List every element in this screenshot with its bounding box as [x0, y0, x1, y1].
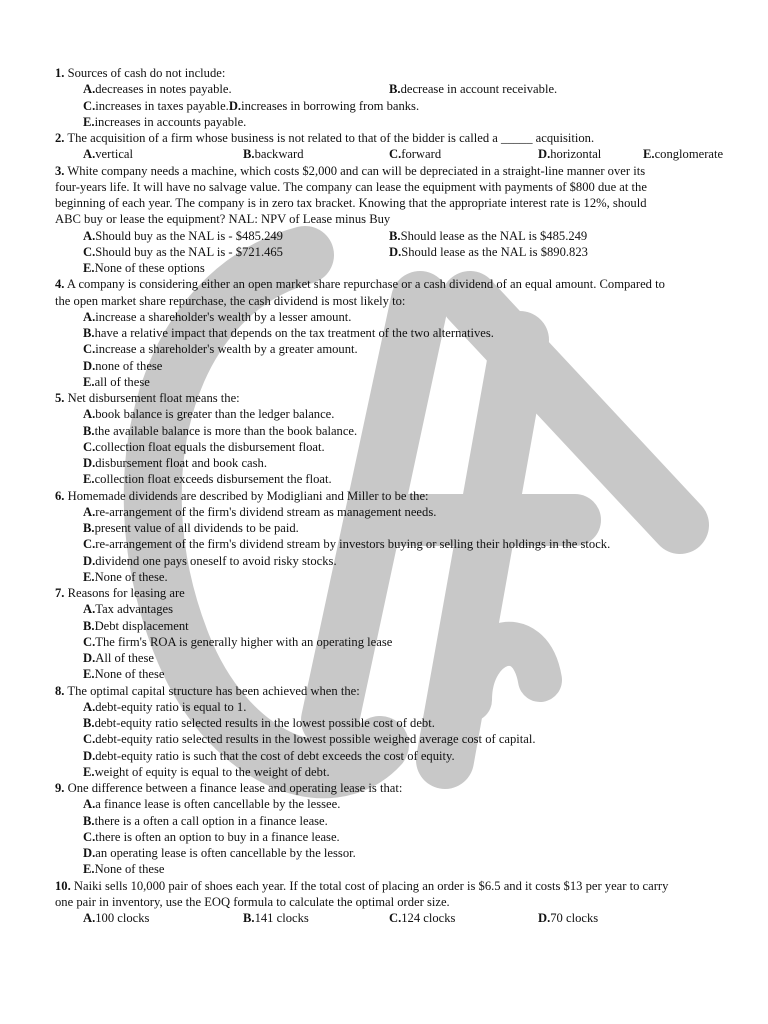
option-letter: D.	[83, 358, 96, 373]
option-letter: B.	[83, 813, 95, 828]
option-letter: D.	[83, 846, 96, 860]
option-text: The firm's ROA is generally higher with an operating lease	[95, 634, 393, 649]
question-stem-text: Reasons for leasing are	[64, 586, 185, 600]
question-stem-text: beginning of each year. The company is in zero tax bracket. Knowing that the appropriate interest rate is 12%, should	[55, 196, 647, 210]
question-stem	[55, 65, 735, 81]
question-stem-text: One difference between a finance lease and operating lease is that:	[64, 781, 403, 795]
question-stem-text: A company is considering either an open market share repurchase or a cash dividend of an equal amount. Compared to	[64, 277, 665, 292]
answer-option-b[interactable]	[389, 81, 557, 97]
option-row	[83, 374, 735, 390]
answer-option-d[interactable]	[83, 651, 154, 665]
answer-options	[83, 228, 735, 277]
option-row	[83, 309, 735, 325]
answer-option-e[interactable]	[643, 146, 724, 162]
question-stem-line	[55, 276, 735, 292]
option-text: have a relative impact that depends on the tax treatment of the two alternatives.	[94, 326, 494, 340]
option-row	[83, 699, 735, 715]
question-number: 8.	[55, 683, 65, 698]
option-row	[83, 504, 735, 520]
question-stem	[55, 683, 735, 699]
option-letter: B.	[83, 618, 95, 633]
question-number: 7.	[55, 586, 65, 600]
question-stem-text: Sources of cash do not include:	[64, 66, 226, 80]
option-text: Debt displacement	[94, 618, 189, 633]
option-letter: B.	[389, 82, 401, 97]
option-row	[83, 146, 735, 162]
option-text: an operating lease is often cancellable by the lessor.	[95, 846, 356, 860]
option-row	[83, 358, 735, 374]
option-row	[83, 796, 735, 812]
answer-option-a[interactable]	[83, 228, 283, 244]
answer-option-e[interactable]	[83, 667, 165, 681]
question-stem-line	[55, 163, 735, 179]
answer-option-d[interactable]	[83, 456, 267, 470]
answer-option-c[interactable]	[389, 146, 442, 162]
option-row	[83, 650, 735, 666]
answer-option-c[interactable]	[83, 244, 283, 260]
question-stem-text: White company needs a machine, which costs $2,000 and can will be depreciated in a straight-line manner over its	[64, 163, 646, 178]
question-stem-text: ABC buy or lease the equipment? NAL: NPV of Lease minus Buy	[55, 212, 391, 227]
option-row	[83, 910, 735, 926]
answer-option-a[interactable]	[83, 505, 436, 519]
answer-option-c[interactable]	[83, 830, 340, 844]
option-row	[83, 618, 735, 634]
option-letter: E.	[83, 764, 95, 779]
option-letter: C.	[83, 732, 96, 747]
option-letter: E.	[83, 114, 95, 129]
option-text: increases in accounts payable.	[94, 114, 247, 129]
option-letter: A.	[83, 911, 96, 925]
answer-option-c[interactable]	[83, 732, 536, 746]
option-row	[83, 553, 735, 569]
option-letter: A.	[83, 147, 96, 162]
option-text: None of these	[94, 862, 165, 877]
option-text: the available balance is more than the book balance.	[94, 423, 358, 438]
option-text: none of these	[95, 358, 163, 373]
option-text: all of these	[94, 374, 150, 389]
option-letter: A.	[83, 228, 96, 243]
option-letter: E.	[83, 862, 95, 877]
answer-option-a[interactable]	[83, 81, 232, 97]
question-number: 10.	[55, 878, 71, 893]
option-text: Should buy as the NAL is - $721.465	[95, 244, 283, 259]
option-text: 100 clocks	[95, 911, 150, 925]
option-letter: B.	[83, 716, 95, 730]
option-text: backward	[254, 147, 304, 162]
question-number: 4.	[55, 277, 65, 292]
question-number: 6.	[55, 488, 65, 503]
option-letter: B.	[83, 521, 95, 535]
answer-option-e[interactable]	[83, 862, 165, 876]
option-row	[83, 423, 735, 439]
question-stem-line	[55, 195, 735, 211]
question-stem-text: Homemade dividends are described by Modigliani and Miller to be the:	[64, 488, 429, 503]
question-number: 3.	[55, 163, 65, 178]
option-text: forward	[401, 147, 442, 162]
answer-options	[83, 699, 735, 780]
option-text: 70 clocks	[550, 911, 599, 925]
option-row	[83, 536, 735, 552]
question-3	[55, 163, 735, 277]
option-text: debt-equity ratio is equal to 1.	[95, 699, 247, 714]
question-stem-line	[55, 211, 735, 227]
answer-option-c[interactable]	[83, 537, 610, 551]
option-text: horizontal	[550, 147, 602, 162]
option-text: re-arrangement of the firm's dividend stream as management needs.	[95, 504, 437, 519]
option-row	[83, 81, 735, 97]
option-letter: E.	[83, 569, 95, 584]
answer-option-b[interactable]	[243, 910, 309, 926]
answer-option-a[interactable]	[83, 602, 173, 616]
answer-option-a[interactable]	[83, 797, 340, 811]
answer-option-e[interactable]	[83, 375, 150, 389]
option-letter: C.	[389, 147, 402, 162]
option-letter: E.	[83, 261, 95, 275]
answer-option-d[interactable]	[229, 99, 419, 113]
option-row	[83, 731, 735, 747]
option-letter: C.	[389, 911, 402, 925]
option-text: collection float equals the disbursement float.	[95, 439, 325, 454]
option-text: None of these.	[94, 569, 168, 584]
answer-option-b[interactable]	[83, 424, 357, 438]
option-text: None of these options	[94, 261, 205, 275]
answer-option-b[interactable]	[83, 716, 435, 730]
question-stem-text: The acquisition of a firm whose business is not related to that of the bidder is called a _____ acquisition.	[64, 131, 595, 145]
answer-option-e[interactable]	[83, 115, 246, 129]
option-row	[83, 569, 735, 585]
option-text: All of these	[95, 651, 155, 665]
option-row	[83, 228, 735, 244]
option-text: a finance lease is often cancellable by the lessee.	[95, 797, 341, 812]
answer-option-e[interactable]	[83, 570, 168, 584]
option-row	[83, 634, 735, 650]
option-row	[83, 715, 735, 731]
question-stem-text: Naiki sells 10,000 pair of shoes each year. If the total cost of placing an order is $6.5 and it costs $13 per year to carry	[70, 878, 669, 893]
question-stem	[55, 780, 735, 796]
option-letter: D.	[83, 651, 96, 665]
option-text: Tax advantages	[95, 602, 174, 617]
option-text: there is often an option to buy in a finance lease.	[95, 829, 340, 844]
answer-options	[83, 601, 735, 682]
option-row	[83, 98, 735, 114]
option-letter: A.	[83, 602, 96, 617]
answer-option-a[interactable]	[83, 910, 150, 926]
option-text: weight of equity is equal to the weight of debt.	[94, 764, 330, 779]
option-letter: E.	[83, 374, 95, 389]
answer-option-a[interactable]	[83, 310, 351, 324]
question-stem-text: the open market share repurchase, the cash dividend is most likely to:	[55, 293, 406, 308]
option-letter: C.	[83, 439, 96, 454]
question-6	[55, 488, 735, 586]
option-text: re-arrangement of the firm's dividend stream by investors buying or selling their holdings in the stock.	[95, 537, 611, 552]
option-row	[83, 406, 735, 422]
question-stem	[55, 130, 735, 146]
option-text: there is a often a call option in a finance lease.	[94, 813, 328, 828]
option-letter: A.	[83, 309, 96, 324]
answer-options	[83, 796, 735, 877]
option-letter: E.	[643, 147, 655, 162]
option-row	[83, 455, 735, 471]
option-row	[83, 845, 735, 861]
question-number: 9.	[55, 781, 65, 795]
option-letter: D.	[538, 911, 551, 925]
answer-option-c[interactable]	[83, 99, 229, 113]
question-8	[55, 683, 735, 781]
option-letter: D.	[538, 147, 551, 162]
option-text: debt-equity ratio is such that the cost of debt exceeds the cost of equity.	[95, 748, 455, 763]
option-letter: A.	[83, 407, 96, 422]
option-row	[83, 244, 735, 260]
option-letter: C.	[83, 634, 96, 649]
question-7	[55, 585, 735, 683]
option-letter: C.	[83, 537, 96, 552]
question-stem-line	[55, 179, 735, 195]
answer-option-e[interactable]	[83, 472, 332, 486]
question-stem	[55, 390, 735, 406]
option-row	[83, 520, 735, 536]
question-list	[55, 65, 735, 926]
question-1	[55, 65, 735, 130]
option-text: debt-equity ratio selected results in the lowest possible weighed average cost of capital.	[95, 732, 536, 747]
option-text: dividend one pays oneself to avoid risky stocks.	[95, 553, 337, 568]
option-row	[83, 601, 735, 617]
option-row	[83, 114, 735, 130]
option-letter: C.	[83, 342, 96, 357]
option-letter: D.	[83, 553, 96, 568]
question-stem	[55, 488, 735, 504]
option-text: Should lease as the NAL is $890.823	[401, 244, 588, 259]
option-letter: B.	[243, 911, 255, 925]
option-text: book balance is greater than the ledger balance.	[95, 407, 335, 422]
option-text: Should lease as the NAL is $485.249	[400, 228, 588, 243]
option-row	[83, 325, 735, 341]
answer-option-d[interactable]	[83, 749, 455, 763]
option-letter: E.	[83, 667, 95, 682]
answer-option-a[interactable]	[83, 146, 134, 162]
question-stem-line	[55, 293, 735, 309]
answer-option-b[interactable]	[389, 228, 587, 244]
option-text: 124 clocks	[401, 911, 456, 925]
question-stem-line	[55, 878, 735, 894]
answer-option-d[interactable]	[83, 846, 356, 860]
option-letter: D.	[83, 748, 96, 763]
answer-option-b[interactable]	[83, 814, 328, 828]
option-text: disbursement float and book cash.	[95, 456, 267, 470]
option-row	[83, 439, 735, 455]
answer-option-d[interactable]	[389, 244, 588, 260]
option-text: decreases in notes payable.	[95, 82, 232, 97]
option-letter: B.	[83, 326, 95, 340]
answer-option-a[interactable]	[83, 700, 246, 714]
question-stem	[55, 585, 735, 601]
option-text: debt-equity ratio selected results in the lowest possible cost of debt.	[94, 716, 435, 730]
question-stem-text: Net disbursement float means the:	[64, 391, 240, 405]
option-letter: A.	[83, 797, 96, 812]
answer-options	[83, 81, 735, 130]
answer-option-c[interactable]	[83, 440, 325, 454]
answer-option-b[interactable]	[83, 619, 189, 633]
option-text: increase a shareholder's wealth by a lesser amount.	[95, 309, 352, 324]
answer-options	[83, 406, 735, 487]
answer-option-d[interactable]	[538, 910, 599, 926]
question-4	[55, 276, 735, 390]
answer-option-e[interactable]	[83, 765, 330, 779]
option-row	[83, 813, 735, 829]
answer-options	[83, 504, 735, 585]
option-letter: C.	[83, 829, 96, 844]
answer-options	[83, 309, 735, 390]
answer-option-b[interactable]	[83, 326, 494, 340]
option-letter: D.	[389, 244, 402, 259]
option-text: None of these	[94, 667, 165, 682]
answer-options	[83, 146, 735, 162]
question-stem-line	[55, 894, 735, 910]
option-letter: C.	[83, 98, 96, 113]
option-text: present value of all dividends to be paid.	[94, 521, 299, 535]
question-9	[55, 780, 735, 878]
answer-option-d[interactable]	[538, 146, 602, 162]
option-text: decrease in account receivable.	[400, 82, 558, 97]
option-text: Should buy as the NAL is - $485.249	[95, 228, 283, 243]
answer-option-c[interactable]	[83, 342, 358, 356]
answer-option-b[interactable]	[243, 146, 304, 162]
option-text: conglomerate	[654, 147, 724, 162]
option-text: increase a shareholder's wealth by a greater amount.	[95, 342, 358, 357]
answer-option-d[interactable]	[83, 554, 337, 568]
option-row	[83, 260, 735, 276]
option-row	[83, 666, 735, 682]
question-number: 5.	[55, 391, 65, 405]
option-letter: A.	[83, 699, 96, 714]
answer-option-a[interactable]	[83, 407, 334, 421]
option-row	[83, 471, 735, 487]
option-letter: B.	[243, 147, 255, 162]
question-5	[55, 390, 735, 488]
option-letter: C.	[83, 244, 96, 259]
option-text: vertical	[95, 147, 134, 162]
question-2	[55, 130, 735, 163]
option-text: 141 clocks	[254, 911, 309, 925]
option-row	[83, 341, 735, 357]
answer-option-c[interactable]	[83, 635, 392, 649]
question-number: 1.	[55, 66, 65, 80]
option-text: increases in taxes payable.	[95, 98, 229, 113]
answer-option-e[interactable]	[83, 261, 205, 275]
answer-options	[83, 910, 735, 926]
question-stem-text: four-years life. It will have no salvage value. The company can lease the equipment with payments of $800 due at the	[55, 179, 647, 194]
question-stem-text: one pair in inventory, use the EOQ formula to calculate the optimal order size.	[55, 894, 450, 909]
option-row	[83, 748, 735, 764]
question-stem-text: The optimal capital structure has been achieved when the:	[64, 683, 360, 698]
option-row	[83, 829, 735, 845]
option-row	[83, 861, 735, 877]
question-number: 2.	[55, 131, 65, 145]
option-letter: B.	[389, 228, 401, 243]
option-text: collection float exceeds disbursement the float.	[94, 472, 332, 487]
option-text: increases in borrowing from banks.	[241, 98, 420, 113]
option-letter: D.	[228, 98, 242, 113]
answer-option-b[interactable]	[83, 521, 299, 535]
option-letter: D.	[83, 456, 96, 470]
option-letter: A.	[83, 82, 96, 97]
option-letter: E.	[83, 472, 95, 487]
option-letter: A.	[83, 504, 96, 519]
answer-option-c[interactable]	[389, 910, 456, 926]
option-letter: B.	[83, 423, 95, 438]
question-10	[55, 878, 735, 927]
answer-option-d[interactable]	[83, 359, 162, 373]
option-row	[83, 764, 735, 780]
